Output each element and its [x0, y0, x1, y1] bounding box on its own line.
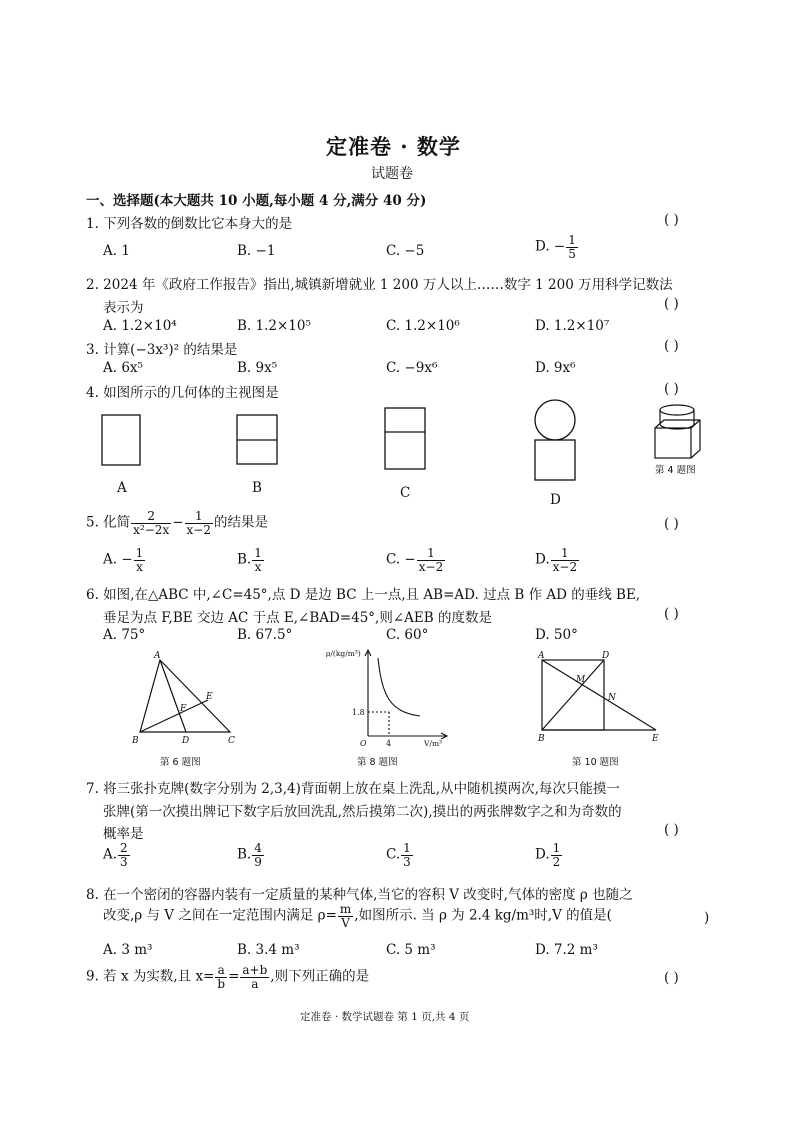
fig10-label-e: E [652, 734, 659, 744]
question-5-stem [86, 510, 268, 536]
q5-f2-num: 1 [185, 510, 213, 524]
q7-a-fraction [118, 842, 130, 868]
question-4-answer-blank: ( ) [664, 381, 679, 397]
fig6-label-a: A [154, 651, 161, 661]
fig10-label-n: N [608, 693, 616, 703]
question-6-stem-line2: 垂足为点 F,BE 交边 AC 于点 E,∠BAD=45°,则∠AEB 的度数是 [103, 610, 492, 626]
q4-figure-b [237, 415, 277, 464]
q9-f1-den: b [217, 976, 226, 991]
question-7-stem-line1: 7. 将三张扑克牌(数字分别为 2,3,4)背面朝上放在桌上洗乱,从中随机摸两次,每次只能摸一 [86, 781, 620, 797]
q7-c-den: 3 [403, 854, 411, 869]
question-2-stem-line1: 2. 2024 年《政府工作报告》指出,城镇新增就业 1 200 万人以上……数字 1 200 万用科学记数法 [86, 277, 673, 293]
q1-d-num: 1 [568, 233, 576, 247]
q2-option-b: B. 1.2×10⁵ [237, 318, 311, 334]
question-2-answer-blank: ( ) [664, 296, 679, 312]
q8-frac-den: V [341, 915, 350, 930]
q5-fraction-2 [185, 510, 213, 536]
q6-option-c: C. 60° [386, 627, 429, 643]
question-8-stem-line2 [103, 903, 612, 929]
page-footer: 定准卷 · 数学试题卷 第 1 页,共 4 页 [300, 1011, 470, 1023]
fig10-label-b: B [538, 734, 545, 744]
question-2-stem-line2: 表示为 [103, 300, 144, 316]
q5-c-fraction [417, 547, 445, 573]
q7-d-den: 2 [552, 854, 561, 869]
q7-option-d [535, 842, 563, 868]
q5-b-fraction [252, 547, 264, 573]
fig6-label-e: E [206, 692, 213, 702]
question-7-stem-line2: 张牌(第一次摸出牌记下数字后放回洗乱,然后摸第二次),摸出的两张牌数字之和为奇数的 [103, 804, 622, 820]
question-8-stem-line1: 8. 在一个密闭的容器内装有一定质量的某种气体,当它的容积 V 改变时,气体的密度 ρ 也随之 [86, 887, 633, 903]
question-6-stem-line1: 6. 如图,在△ABC 中,∠C=45°,点 D 是边 BC 上一点,且 AB=AD. 过点 B 作 AD 的垂线 BE, [86, 587, 641, 603]
q8-frac-num: m [339, 902, 352, 916]
q4-label-d: D [550, 492, 561, 508]
q5-b-den: x [254, 559, 262, 574]
q8-stem2-suffix: ,如图所示. 当 ρ 为 2.4 kg/m³时,V 的值是( [354, 907, 612, 924]
q8-formula-fraction [338, 903, 353, 929]
q2-option-c: C. 1.2×10⁶ [386, 318, 460, 334]
q8-option-b: B. 3.4 m³ [237, 942, 300, 958]
q9-f2-num: a+b [242, 963, 268, 977]
figure-10-caption: 第 10 题图 [572, 757, 619, 768]
figure-8-caption: 第 8 题图 [357, 757, 398, 768]
q7-a-num: 2 [120, 841, 128, 855]
q7-option-c [386, 842, 414, 868]
fig8-x-axis-label: V/m³ [424, 739, 443, 748]
q6-option-d: D. 50° [535, 627, 578, 643]
q5-f2-den: x−2 [186, 522, 211, 537]
q3-option-b: B. 9x⁵ [237, 360, 278, 376]
q8-stem2-prefix: 改变,ρ 与 V 之间在一定范围内满足 ρ= [103, 907, 337, 924]
q9-f1-num: a [215, 964, 227, 978]
q5-fraction-1 [131, 510, 171, 536]
q5-d-label: D. [535, 551, 550, 568]
q7-b-label: B. [237, 846, 252, 863]
fig8-origin: O [360, 739, 367, 748]
question-4-stem: 4. 如图所示的几何体的主视图是 [86, 385, 279, 401]
q6-option-a: A. 75° [103, 627, 146, 643]
q4-solid-figure [655, 405, 700, 458]
q5-d-fraction [551, 547, 579, 573]
q5-a-label: A. − [103, 551, 133, 568]
q4-label-b: B [252, 480, 262, 496]
section-title: 一、选择题(本大题共 10 小题,每小题 4 分,满分 40 分) [86, 193, 427, 209]
figure-6-caption: 第 6 题图 [160, 757, 201, 768]
q4-figure-d [535, 400, 575, 480]
fig8-y-axis-label: ρ/(kg/m³) [326, 649, 361, 658]
q1-option-c: C. −5 [386, 243, 425, 259]
q7-option-b [237, 842, 265, 868]
q7-b-num: 4 [254, 841, 262, 855]
fig6-label-c: C [228, 736, 235, 746]
q5-c-den: x−2 [418, 559, 444, 574]
fig8-y-tick: 1.8 [352, 708, 365, 717]
question-9-answer-blank: ( ) [664, 970, 679, 986]
fig10-label-m: M [576, 675, 586, 685]
fig6-label-b: B [132, 736, 139, 746]
q5-b-label: B. [237, 551, 252, 568]
q4-figure-caption: 第 4 题图 [655, 465, 696, 476]
q7-d-label: D. [535, 846, 550, 863]
q5-stem-prefix: 5. 化简 [86, 514, 131, 531]
question-9-stem [86, 964, 369, 990]
q7-c-fraction [401, 842, 413, 868]
fig6-label-d: D [182, 736, 190, 746]
q5-stem-suffix: 的结果是 [214, 514, 268, 531]
q5-f1-num: 2 [131, 510, 171, 524]
q9-fraction-2 [240, 964, 269, 990]
figure-10-square [530, 648, 670, 748]
q5-option-d [535, 547, 580, 573]
q5-b-num: 1 [254, 546, 262, 560]
q7-a-label: A. [103, 846, 118, 863]
q8-option-d: D. 7.2 m³ [535, 942, 598, 958]
fig10-label-d: D [602, 651, 610, 661]
q4-label-a: A [117, 480, 127, 496]
q5-option-c [386, 547, 446, 573]
question-1-answer-blank: ( ) [664, 212, 679, 228]
question-1-stem: 1. 下列各数的倒数比它本身大的是 [86, 216, 293, 232]
q4-figure-c [385, 408, 425, 469]
figure-6-triangle [128, 648, 268, 748]
q3-option-a: A. 6x⁵ [103, 360, 143, 376]
question-7-answer-blank: ( ) [664, 822, 679, 838]
q7-b-fraction [252, 842, 264, 868]
q5-a-num: 1 [135, 546, 144, 560]
fig6-label-f: F [180, 704, 187, 714]
q5-d-den: x−2 [552, 559, 578, 574]
q7-d-num: 1 [552, 841, 561, 855]
q4-figure-a [102, 415, 140, 465]
q2-option-a: A. 1.2×10⁴ [103, 318, 177, 334]
q2-option-d: D. 1.2×10⁷ [535, 318, 610, 334]
q9-stem-prefix: 9. 若 x 为实数,且 x= [86, 968, 215, 985]
q1-option-d-label: D. − [535, 238, 566, 255]
q3-option-c: C. −9x⁶ [386, 360, 438, 376]
q5-option-a [103, 547, 146, 573]
q1-d-den: 5 [568, 246, 576, 261]
question-3-stem: 3. 计算(−3x³)² 的结果是 [86, 342, 238, 358]
q8-option-c: C. 5 m³ [386, 942, 436, 958]
q1-option-d [535, 234, 579, 260]
q4-option-figures [0, 398, 794, 518]
q6-option-b: B. 67.5° [237, 627, 293, 643]
fig8-x-tick: 4 [386, 739, 392, 748]
q5-c-label: C. − [386, 551, 416, 568]
q5-f1-den: x²−2x [133, 522, 170, 537]
q3-option-d: D. 9x⁶ [535, 360, 576, 376]
q1-option-b: B. −1 [237, 243, 276, 259]
q4-label-c: C [400, 485, 411, 501]
q9-equals: = [228, 968, 240, 985]
q9-f2-den: a [251, 976, 259, 991]
q5-c-num: 1 [417, 547, 445, 561]
q1-d-fraction [566, 234, 578, 260]
q7-d-fraction [551, 842, 563, 868]
question-6-answer-blank: ( ) [664, 606, 679, 622]
q7-c-label: C. [386, 846, 401, 863]
q9-fraction-1 [215, 964, 227, 990]
q7-c-num: 1 [403, 841, 411, 855]
question-3-answer-blank: ( ) [664, 338, 679, 354]
q7-option-a [103, 842, 131, 868]
question-5-answer-blank: ( ) [664, 516, 679, 532]
q1-option-a: A. 1 [103, 243, 130, 259]
q5-a-fraction [134, 547, 146, 573]
q7-b-den: 9 [254, 854, 262, 869]
q5-d-num: 1 [551, 547, 579, 561]
q9-stem-suffix: ,则下列正确的是 [270, 968, 370, 985]
page-title: 定准卷 · 数学 [326, 134, 461, 159]
q5-option-b [237, 547, 265, 573]
figure-8-graph [320, 644, 460, 750]
question-8-answer-blank-close: ) [704, 910, 710, 926]
fig10-label-a: A [538, 651, 545, 661]
q5-a-den: x [136, 559, 143, 574]
q8-option-a: A. 3 m³ [103, 942, 153, 958]
question-7-stem-line3: 概率是 [103, 826, 144, 842]
page-subtitle: 试题卷 [371, 166, 413, 182]
q7-a-den: 3 [120, 854, 128, 869]
q5-minus: − [172, 514, 184, 531]
